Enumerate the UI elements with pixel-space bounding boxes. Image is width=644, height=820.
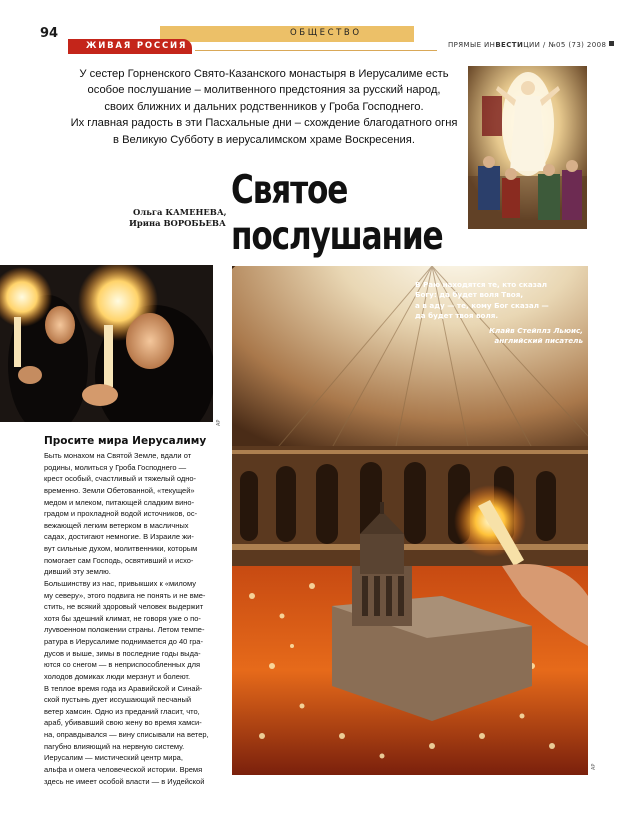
body-line: пагубно влияющий на нервную систему.	[44, 741, 185, 751]
body-line: араб, убивавший свою жену во время хамси-	[44, 718, 202, 728]
body-line: вут сильные духом, молитвенники, которым	[44, 544, 198, 553]
article-subheading: Просите мира Иерусалиму	[44, 435, 207, 447]
article-body	[44, 450, 220, 787]
quote-line: Богу: да будет воля Твоя,	[415, 290, 524, 300]
nuns-photo-svg	[0, 265, 213, 422]
section-label: ОБЩЕСТВО	[290, 28, 362, 38]
body-line: му северу», этого подвига не понять и не вме-	[44, 590, 206, 600]
body-line: ской пустынь дует иссушающий песчаный	[44, 695, 192, 705]
body-line: Быть монахом на Святой Земле, вдали от	[44, 451, 192, 460]
lead-line: в Великую Субботу в иерусалимском храме Воскресения.	[113, 133, 415, 146]
title-line: послушание	[231, 214, 443, 259]
body-line: хотя бы здешний климат, не говоря уже о по-	[44, 613, 201, 623]
lead-line: своих ближних и дальних родственников у Гроба Господнего.	[104, 100, 424, 113]
body-line: помогает сам Господь, освятивший и исхо-	[44, 555, 194, 565]
body-line: на, оправдывался — вину списывали на ветер,	[44, 730, 209, 739]
body-line: ратура в Иерусалиме поднимается до 40 гра-	[44, 637, 203, 646]
body-line: альфа и омега человеческой истории. Время	[44, 764, 203, 774]
body-line: медом и млеком, питающей сладким вино-	[44, 497, 195, 507]
magazine-name: ПРЯМЫЕ ИН	[448, 41, 496, 49]
resurrection-painting-svg	[468, 66, 587, 229]
body-line: дусов и выше, зимы в последние годы выда-	[44, 648, 201, 658]
article-title	[231, 168, 442, 260]
quote-line: В Раю находятся те, кто сказал	[415, 280, 547, 289]
quote-line: а в аду — те, кому Бог сказал —	[415, 300, 549, 310]
body-line: ются со снегом — в неприспособленных для	[44, 660, 201, 670]
body-line: холодов домиках люди мерзнут и болеют.	[44, 671, 191, 681]
page-number: 94	[40, 26, 59, 41]
header-rule	[195, 50, 437, 51]
magazine-issue: ЦИИ / №05 (73) 2008	[523, 41, 607, 49]
nuns-with-candles-photo	[0, 265, 213, 422]
square-bullet-icon	[609, 41, 614, 46]
body-line: здесь не имеет особой власти — в Иудейской	[44, 776, 205, 786]
quote-line: да будет твоя воля.	[415, 310, 499, 320]
author-name: Ирина ВОРОБЬЕВА	[129, 218, 226, 228]
body-line: В теплое время года из Аравийской и Синай-	[44, 683, 203, 693]
quote-author-name: Клайв Стейплз Льюис,	[489, 326, 583, 335]
magazine-name-bold: ВЕСТИ	[495, 41, 524, 49]
title-line: Святое	[231, 168, 348, 213]
body-line: дивший эту землю.	[44, 567, 111, 577]
body-line: садах, достигают немногие. В Израиле жи-	[44, 532, 194, 542]
section-bar	[160, 26, 414, 42]
body-line: стить, не всякий здоровый человек выдержит	[44, 602, 204, 612]
body-line: крест особый, счастливый и тяжелый одно-	[44, 474, 197, 484]
magazine-info	[448, 41, 614, 49]
body-line: временно. Земли Обетованной, «текущей»	[44, 485, 195, 495]
quote-author	[420, 326, 583, 347]
body-line: родины, молиться у Гроба Господнего —	[44, 462, 187, 472]
body-line: вежающей легким ветерком в масличных	[44, 520, 189, 530]
body-line: Иерусалим — мистический центр мира,	[44, 753, 183, 763]
author-name: Ольга КАМЕНЕВА,	[133, 207, 227, 217]
quote-author-role: английский писатель	[494, 336, 583, 346]
photo-credit: AP	[591, 763, 597, 770]
lead-paragraph	[68, 66, 460, 148]
lead-line: Их главная радость в эти Пасхальные дни – схождение благодатного огня	[70, 117, 458, 130]
rubric-label: ЖИВАЯ РОССИЯ	[86, 41, 188, 51]
resurrection-painting	[468, 66, 587, 229]
body-line: луvвоенном положении страны. Летом темпе-	[44, 625, 205, 635]
lead-line: особое послушание – молитвенного предстояния за русский народ,	[87, 84, 441, 97]
body-line: ветер хамсин. Одно из преданий гласит, что,	[44, 706, 200, 716]
body-line: градом и прохладной водой источников, ос-	[44, 509, 198, 519]
epigraph-quote	[415, 280, 587, 321]
body-line: Большинству из нас, привыкших к «милому	[44, 578, 196, 588]
photo-credit: AP	[216, 419, 222, 426]
lead-line: У сестер Горненского Свято-Казанского монастыря в Иерусалиме есть	[79, 68, 449, 80]
